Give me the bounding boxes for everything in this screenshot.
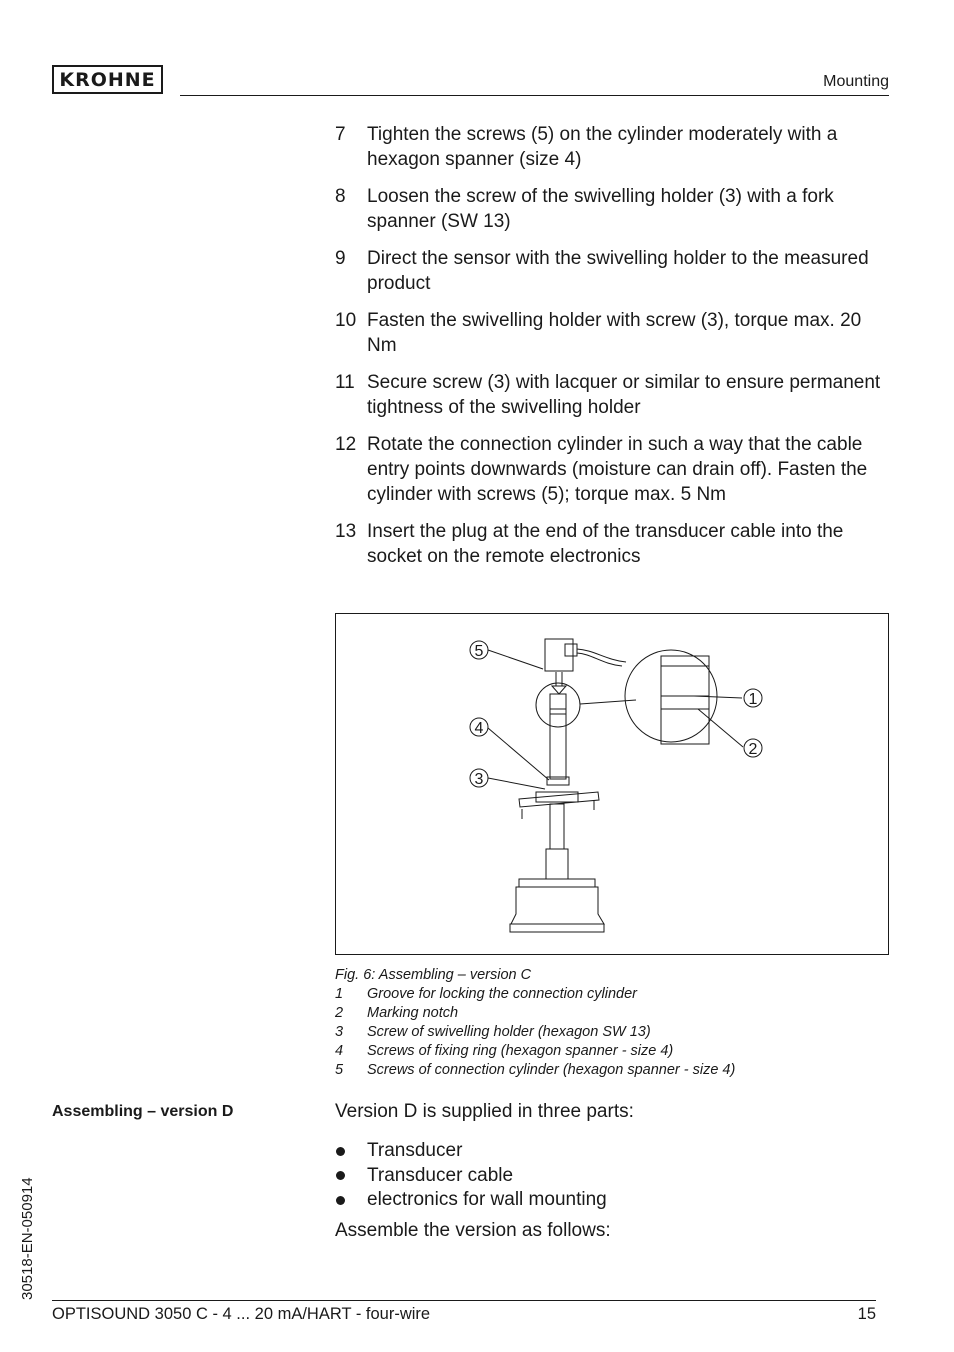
step-text: Tighten the screws (5) on the cylinder moderately with a hexagon spanner (size 4) — [367, 124, 838, 170]
footer-divider — [52, 1300, 876, 1301]
step-item — [335, 246, 895, 296]
bullet-icon — [336, 1171, 345, 1180]
part-item — [335, 1164, 607, 1189]
legend-text: Groove for locking the connection cylinder — [367, 986, 638, 1002]
callout-5-label: 5 — [474, 643, 484, 660]
part-item — [335, 1139, 607, 1164]
legend-item — [335, 985, 895, 1004]
part-text: Transducer cable — [367, 1164, 514, 1186]
legend-number: 2 — [335, 1005, 344, 1021]
step-number: 9 — [335, 248, 346, 269]
legend-text: Screw of swivelling holder (hexagon SW 13) — [367, 1024, 651, 1040]
step-item — [335, 519, 895, 569]
swivel-holder-shape — [519, 792, 599, 807]
step-number: 10 — [335, 310, 357, 331]
page-number: 15 — [857, 1305, 876, 1323]
step-text: Loosen the screw of the swivelling holder (3) with a fork spanner (SW 13) — [367, 186, 834, 232]
neck-shape — [546, 849, 568, 879]
legend-item — [335, 1004, 895, 1023]
krohne-logo — [52, 65, 163, 94]
legend-text: Marking notch — [367, 1005, 459, 1021]
part-text: Transducer — [367, 1140, 463, 1161]
assembly-steps-list — [335, 122, 895, 581]
figure-caption: Fig. 6: Assembling – version C — [335, 967, 532, 983]
bullet-icon — [336, 1147, 345, 1156]
part-text: electronics for wall mounting — [367, 1189, 607, 1210]
step-item — [335, 122, 895, 172]
step-number: 8 — [335, 186, 346, 207]
step-item — [335, 370, 895, 420]
detail-connector-line — [580, 700, 636, 704]
legend-item — [335, 1042, 895, 1061]
version-d-parts-list — [335, 1139, 607, 1213]
callout-1-label: 1 — [748, 691, 758, 708]
leader-line-3 — [488, 778, 545, 789]
assembly-figure — [335, 613, 889, 955]
legend-number: 4 — [335, 1043, 344, 1059]
step-item — [335, 432, 895, 507]
cable-shape — [577, 649, 626, 662]
version-d-intro: Version D is supplied in three parts: — [335, 1101, 634, 1122]
version-d-heading: Assembling – version D — [52, 1103, 234, 1120]
legend-text: Screws of connection cylinder (hexagon spanner - size 4) — [367, 1062, 736, 1078]
legend-number: 5 — [335, 1062, 344, 1078]
sensor-assembly-drawing — [336, 614, 888, 954]
callout-3-label: 3 — [474, 771, 484, 788]
document-code: 30518-EN-050914 — [19, 1177, 36, 1300]
part-item — [335, 1188, 607, 1213]
step-text: Fasten the swivelling holder with screw (3), torque max. 20 Nm — [367, 310, 862, 356]
legend-item — [335, 1061, 895, 1080]
legend-number: 3 — [335, 1024, 344, 1040]
step-text: Insert the plug at the end of the transducer cable into the socket on the remote electronics — [367, 521, 844, 567]
step-item — [335, 308, 895, 358]
leader-line-5 — [488, 650, 543, 669]
sensor-tube-shape — [550, 694, 566, 779]
transducer-base-shape — [510, 924, 604, 932]
leader-line-4 — [488, 728, 549, 780]
legend-number: 1 — [335, 986, 344, 1002]
step-number: 12 — [335, 434, 357, 455]
legend-item — [335, 1023, 895, 1042]
callout-4-label: 4 — [474, 720, 484, 737]
step-text: Rotate the connection cylinder in such a way that the cable entry points downwards (moisture can drain off). Fasten the cylinder with screws (5); torque max. 5 Nm — [367, 434, 868, 505]
step-number: 11 — [335, 372, 355, 393]
step-item — [335, 184, 895, 234]
transducer-body-shape — [511, 887, 604, 924]
lower-tube-shape — [550, 804, 564, 849]
version-d-outro: Assemble the version as follows: — [335, 1220, 611, 1241]
callout-2-label: 2 — [748, 741, 758, 758]
leader-line-1 — [694, 696, 742, 698]
figure-caption-block — [335, 966, 895, 1080]
header-divider — [180, 95, 889, 96]
leader-line-2 — [698, 709, 743, 747]
section-title: Mounting — [823, 73, 889, 90]
step-number: 7 — [335, 124, 346, 145]
cable-gland-shape — [565, 644, 577, 656]
logo-text: KROHNE — [59, 68, 156, 91]
step-text: Secure screw (3) with lacquer or similar to ensure permanent tightness of the swivelling holder — [367, 372, 881, 418]
step-number: 13 — [335, 521, 357, 542]
bullet-icon — [336, 1196, 345, 1205]
footer-product-title: OPTISOUND 3050 C - 4 ... 20 mA/HART - four-wire — [52, 1305, 431, 1323]
legend-text: Screws of fixing ring (hexagon spanner - size 4) — [367, 1043, 674, 1059]
step-text: Direct the sensor with the swivelling holder to the measured product — [367, 248, 869, 294]
detail-marker-circle — [536, 683, 580, 727]
transducer-flange-shape — [519, 879, 595, 887]
